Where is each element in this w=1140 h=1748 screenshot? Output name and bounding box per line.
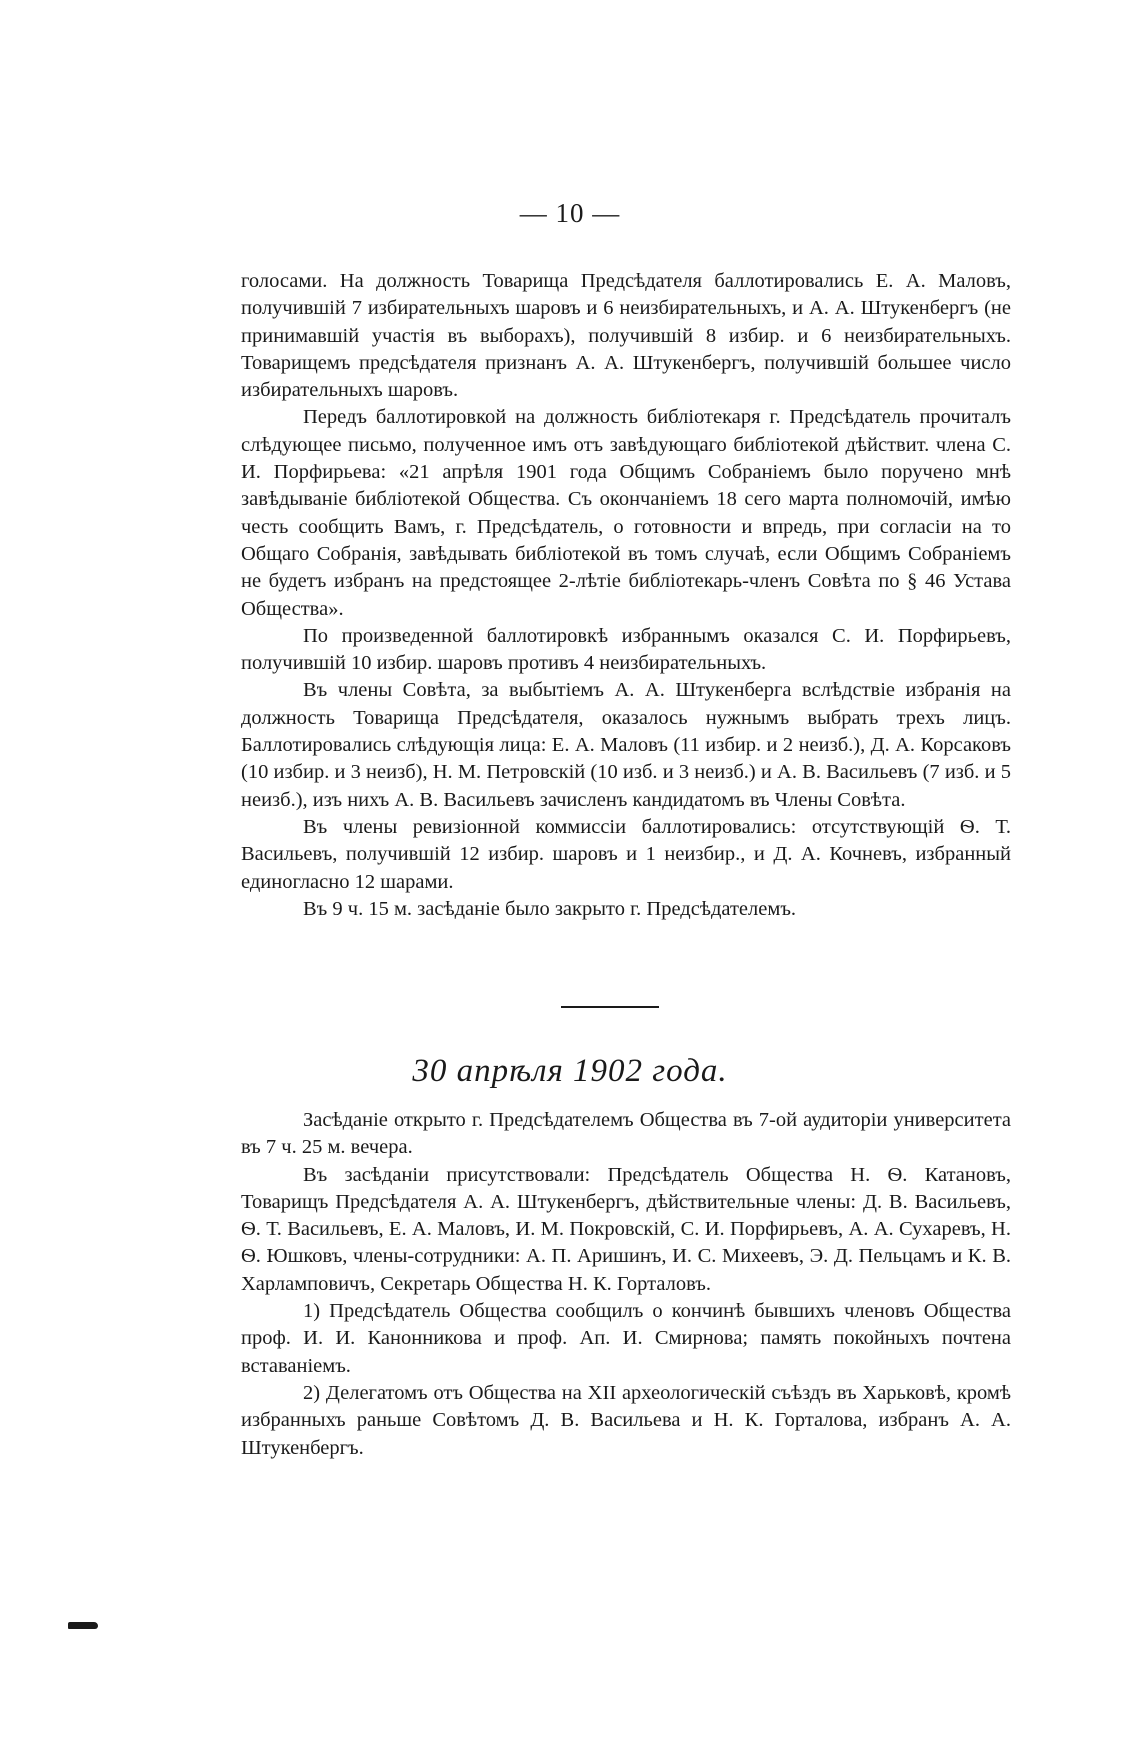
scan-edge-mark [68, 1622, 98, 1629]
paragraph-librarian-election: По произведенной баллотировкѣ избраннымъ оказался С. И. Порфирьевъ, получившій 10 избир. шаровъ противъ 4 неизбирательныхъ. [241, 624, 1011, 675]
section-divider [561, 1006, 659, 1008]
paragraph-meeting-closed: Въ 9 ч. 15 м. засѣданіе было закрыто г. Предсѣдателемъ. [303, 897, 797, 920]
meeting-minutes-april-30 [241, 1107, 1011, 1462]
paragraph-meeting-opened: Засѣданіе открыто г. Предсѣдателемъ Общества въ 7-ой аудиторіи университета въ 7 ч. 25 м. вечера. [241, 1109, 1011, 1159]
paragraph-item-1: 1) Предсѣдатель Общества сообщилъ о кончинѣ бывшихъ членовъ Общества проф. И. И. Канонникова и проф. Ап. И. Смирнова; память покойныхъ почтена вставаніемъ. [241, 1300, 1011, 1377]
meeting-date-heading: 30 апрѣля 1902 года. [412, 1053, 728, 1089]
paragraph-item-2: 2) Делегатомъ отъ Общества на XII археологическій съѣздъ въ Харьковѣ, кромѣ избранныхъ раньше Совѣтомъ Д. В. Васильева и Н. К. Горталова, избранъ А. А. Штукенбергъ. [241, 1381, 1011, 1459]
page-number: — 10 — [519, 198, 621, 228]
paragraph-librarian-letter: Передъ баллотировкой на должность библіотекаря г. Предсѣдатель прочиталъ слѣдующее письмо, полученное имъ отъ завѣдующаго библіотекой дѣйствит. члена С. И. Порфирьева: «21 апрѣля 1901 года Общимъ Собраніемъ было поручено мнѣ завѣдываніе библіотекой Общества. Съ окончаніемъ 18 сего марта полномочій, имѣю честь сообщить Вамъ, г. Предсѣдатель, о готовности и впредь, при согласіи на то Общаго Собранія, завѣдывать библіотекой въ томъ случаѣ, если Общимъ Собраніемъ не будетъ избранъ на предстоящее 2-лѣтіе библіотекарь-членъ Совѣта по § 46 Устава Общества». [241, 406, 1011, 620]
paragraph-council-election: Въ члены Совѣта, за выбытіемъ А. А. Штукенберга вслѣдствіе избранія на должность Товарища Предсѣдателя, оказалось нужнымъ выбрать трехъ лицъ. Баллотировались слѣдующія лица: Е. А. Маловъ (11 избир. и 2 неизб.), Д. А. Корсаковъ (10 избир. и 3 неизб), Н. М. Петровскій (10 изб. и 3 неизб.) и А. В. Васильевъ (7 изб. и 5 неизб.), изъ нихъ А. В. Васильевъ зачисленъ кандидатомъ въ Члены Совѣта. [241, 679, 1011, 811]
paragraph-attendees: Въ засѣданіи присутствовали: Предсѣдатель Общества Н. Ѳ. Катановъ, Товарищъ Предсѣдателя А. А. Штукенбергъ, дѣйствительные члены: Д. В. Васильевъ, Ѳ. Т. Васильевъ, Е. А. Маловъ, И. М. Покровскій, С. И. Порфирьевъ, А. А. Сухаревъ, Н. Ѳ. Юшковъ, члены-сотрудники: А. П. Аришинъ, И. С. Михеевъ, Э. Д. Пельцамъ и К. В. Харламповичъ, Секретарь Общества Н. К. Горталовъ. [241, 1163, 1011, 1295]
meeting-minutes-continued [241, 268, 1011, 923]
paragraph-vice-chairman-election: голосами. На должность Товарища Предсѣдателя баллотировались Е. А. Маловъ, получившій 7 избирательныхъ шаровъ и 6 неизбирательныхъ, и А. А. Штукенбергъ (не принимавшій участія въ выборахъ), получившій 8 избир. и 6 неизбирательныхъ. Товарищемъ предсѣдателя признанъ А. А. Штукенбергъ, получившій большее число избирательныхъ шаровъ. [241, 270, 1011, 402]
paragraph-audit-commission: Въ члены ревизіонной коммиссіи баллотировались: отсутствующій Ѳ. Т. Васильевъ, получившій 12 избир. шаровъ и 1 неизбир., и Д. А. Кочневъ, избранный единогласно 12 шарами. [241, 815, 1011, 893]
